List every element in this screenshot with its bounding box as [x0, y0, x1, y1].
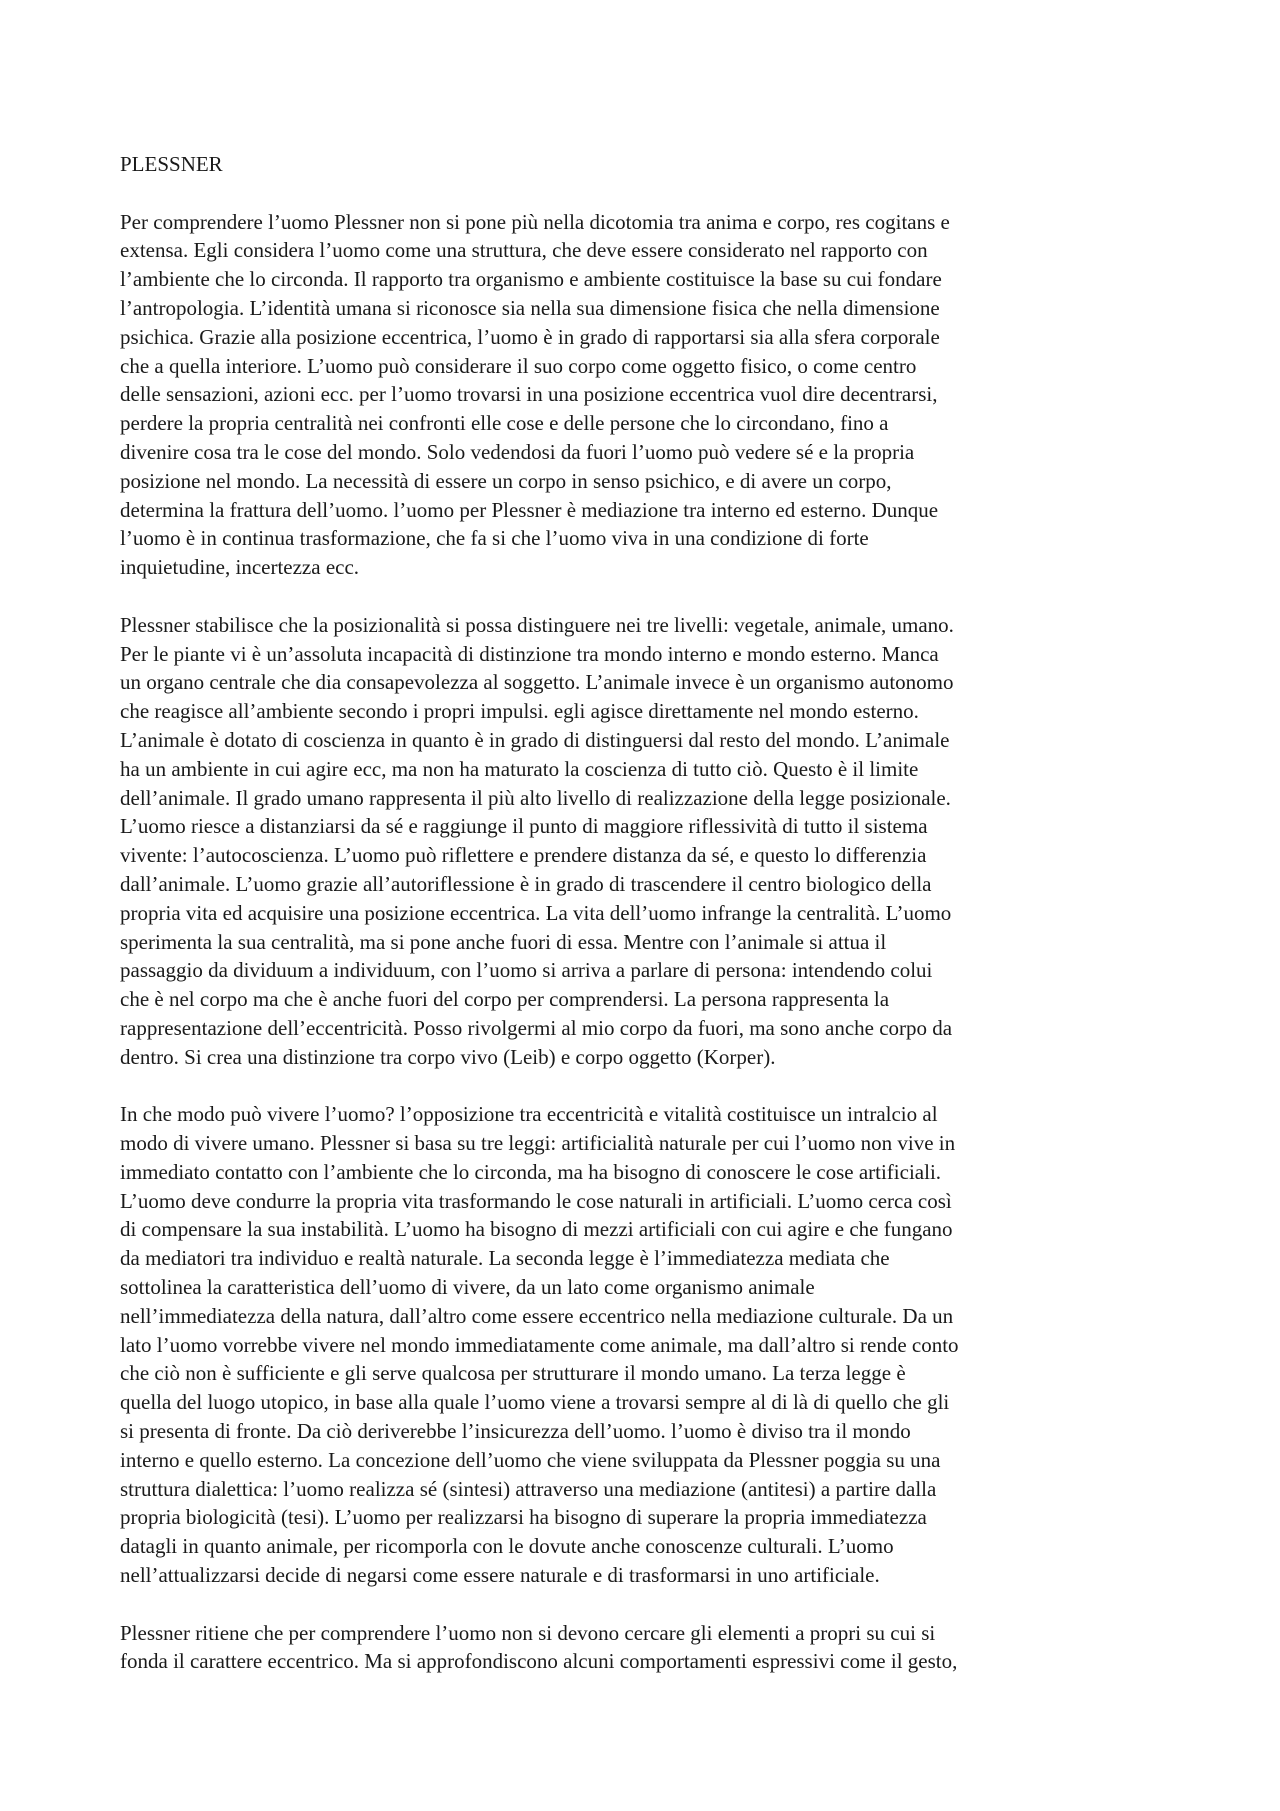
text-line: Per comprendere l’uomo Plessner non si pone più nella dicotomia tra anima e corpo, res cogitans e [120, 209, 950, 234]
text-line: L’uomo deve condurre la propria vita trasformando le cose naturali in artificiali. L’uomo cerca così [120, 1188, 952, 1213]
text-line: che a quella interiore. L’uomo può considerare il suo corpo come oggetto fisico, o come centro [120, 353, 917, 378]
paragraph-3 [120, 1100, 1160, 1590]
text-line: vivente: l’autocoscienza. L’uomo può riflettere e prendere distanza da sé, e questo lo differenzia [120, 843, 927, 868]
text-line: l’uomo è in continua trasformazione, che fa si che l’uomo viva in una condizione di forte [120, 526, 869, 551]
text-line: quella del luogo utopico, in base alla quale l’uomo viene a trovarsi sempre al di là di quello che gli [120, 1390, 950, 1415]
text-line: inquietudine, incertezza ecc. [120, 555, 360, 580]
text-line: Plessner stabilisce che la posizionalità si possa distinguere nei tre livelli: vegetale, animale, umano. [120, 612, 954, 637]
text-line: fonda il carattere eccentrico. Ma si approfondiscono alcuni comportamenti espressivi come il gesto, [120, 1649, 958, 1674]
text-line: nell’immediatezza della natura, dall’altro come essere eccentrico nella mediazione culturale. Da un [120, 1303, 954, 1328]
text-line: che ciò non è sufficiente e gli serve qualcosa per strutturare il mondo umano. La terza legge è [120, 1361, 906, 1386]
text-line: delle sensazioni, azioni ecc. per l’uomo trovarsi in una posizione eccentrica vuol dire decentrarsi, [120, 382, 938, 407]
text-line: passaggio da dividuum a individuum, con l’uomo si arriva a parlare di persona: intendendo colui [120, 958, 933, 983]
text-line: propria biologicità (tesi). L’uomo per realizzarsi ha bisogno di superare la propria immediatezza [120, 1505, 927, 1530]
text-line: nell’attualizzarsi decide di negarsi come essere naturale e di trasformarsi in uno artificiale. [120, 1563, 880, 1588]
text-line: l’antropologia. L’identità umana si riconosce sia nella sua dimensione fisica che nella dimensione [120, 295, 940, 320]
text-line: immediato contatto con l’ambiente che lo circonda, ma ha bisogno di conoscere le cose artificiali. [120, 1159, 942, 1184]
text-line: L’uomo riesce a distanziarsi da sé e raggiunge il punto di maggiore riflessività di tutto il sistema [120, 814, 928, 839]
text-line: dentro. Si crea una distinzione tra corpo vivo (Leib) e corpo oggetto (Korper). [120, 1044, 776, 1069]
document-title: PLESSNER [120, 152, 223, 176]
text-line: modo di vivere umano. Plessner si basa su tre leggi: artificialità naturale per cui l’uomo non vive in [120, 1131, 956, 1156]
text-line: sperimenta la sua centralità, ma si pone anche fuori di essa. Mentre con l’animale si attua il [120, 929, 887, 954]
text-line: divenire cosa tra le cose del mondo. Solo vedendosi da fuori l’uomo può vedere sé e la propria [120, 439, 915, 464]
text-line: interno e quello esterno. La concezione dell’uomo che viene sviluppata da Plessner poggia su una [120, 1447, 941, 1472]
text-line: rappresentazione dell’eccentricità. Posso rivolgermi al mio corpo da fuori, ma sono anche corpo da [120, 1015, 953, 1040]
text-line: posizione nel mondo. La necessità di essere un corpo in senso psichico, e di avere un corpo, [120, 468, 892, 493]
text-line: L’animale è dotato di coscienza in quanto è in grado di distinguersi dal resto del mondo. L’animale [120, 727, 950, 752]
text-line: che reagisce all’ambiente secondo i propri impulsi. egli agisce direttamente nel mondo esterno. [120, 699, 919, 724]
text-line: dell’animale. Il grado umano rappresenta il più alto livello di realizzazione della legge posizionale. [120, 785, 951, 810]
text-line: determina la frattura dell’uomo. l’uomo per Plessner è mediazione tra interno ed esterno. Dunque [120, 497, 939, 522]
text-line: psichica. Grazie alla posizione eccentrica, l’uomo è in grado di rapportarsi sia alla sfera corporale [120, 324, 940, 349]
text-line: propria vita ed acquisire una posizione eccentrica. La vita dell’uomo infrange la centralità. L’uomo [120, 900, 952, 925]
text-line: Per le piante vi è un’assoluta incapacità di distinzione tra mondo interno e mondo esterno. Manca [120, 641, 939, 666]
paragraph-2 [120, 611, 1160, 1072]
text-line: dall’animale. L’uomo grazie all’autoriflessione è in grado di trascendere il centro biologico della [120, 871, 932, 896]
text-line: perdere la propria centralità nei confronti elle cose e delle persone che lo circondano, fino a [120, 411, 889, 436]
text-line: che è nel corpo ma che è anche fuori del corpo per comprendersi. La persona rappresenta la [120, 987, 890, 1012]
text-line: extensa. Egli considera l’uomo come una struttura, che deve essere considerato nel rapporto con [120, 238, 928, 263]
text-line: sottolinea la caratteristica dell’uomo di vivere, da un lato come organismo animale [120, 1275, 815, 1300]
text-line: lato l’uomo vorrebbe vivere nel mondo immediatamente come animale, ma dall’altro si rende conto [120, 1332, 959, 1357]
text-line: In che modo può vivere l’uomo? l’opposizione tra eccentricità e vitalità costituisce un intralcio al [120, 1102, 938, 1127]
text-line: da mediatori tra individuo e realtà naturale. La seconda legge è l’immediatezza mediata che [120, 1246, 890, 1271]
text-line: l’ambiente che lo circonda. Il rapporto tra organismo e ambiente costituisce la base su cui fondare [120, 267, 942, 292]
text-line: si presenta di fronte. Da ciò deriverebbe l’insicurezza dell’uomo. l’uomo è diviso tra il mondo [120, 1419, 911, 1444]
paragraph-4 [120, 1619, 1160, 1677]
text-line: di compensare la sua instabilità. L’uomo ha bisogno di mezzi artificiali con cui agire e che fungano [120, 1217, 953, 1242]
document-body [120, 150, 1160, 1705]
paragraph-1 [120, 208, 1160, 582]
text-line: un organo centrale che dia consapevolezza al soggetto. L’animale invece è un organismo autonomo [120, 670, 954, 695]
text-line: datagli in quanto animale, per ricomporla con le dovute anche conoscenze culturali. L’uomo [120, 1534, 894, 1559]
text-line: Plessner ritiene che per comprendere l’uomo non si devono cercare gli elementi a propri su cui si [120, 1620, 936, 1645]
text-line: ha un ambiente in cui agire ecc, ma non ha maturato la coscienza di tutto ciò. Questo è il limite [120, 756, 919, 781]
text-line: struttura dialettica: l’uomo realizza sé (sintesi) attraverso una mediazione (antitesi) a partire dalla [120, 1476, 937, 1501]
